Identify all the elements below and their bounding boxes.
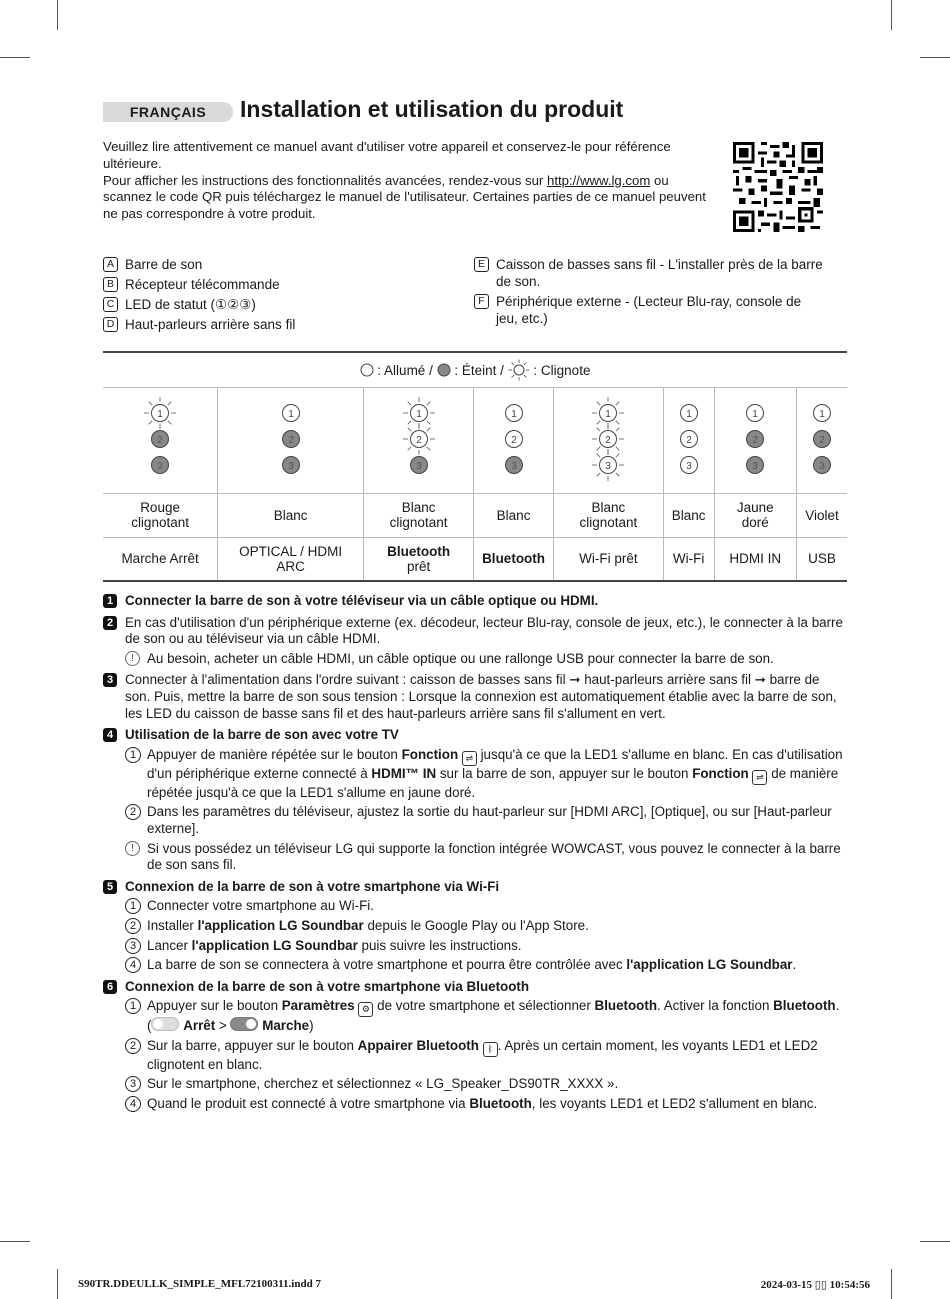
warning-icon: ! (125, 841, 140, 856)
led-number: 3 (157, 460, 163, 472)
sub-step (125, 1096, 843, 1113)
led-number: 2 (605, 434, 612, 446)
step-text-bold: Fonction (401, 746, 459, 762)
bluetooth-icon: ᛒ (483, 1042, 498, 1057)
step-text-bold: Appairer Bluetooth (357, 1037, 479, 1053)
language-tab: FRANÇAIS (103, 102, 233, 122)
led-number: 3 (415, 460, 422, 472)
step-text: Appuyer de manière répétée sur le bouton (147, 746, 402, 762)
step-number: 4 (103, 728, 117, 742)
led-mode-cell: OPTICAL / HDMI ARC (218, 537, 364, 581)
led-mode-cell: Marche Arrêt (103, 537, 218, 581)
settings-icon: ⚙ (358, 1002, 373, 1017)
led-off-icon (437, 363, 451, 377)
crop-mark (57, 1269, 58, 1299)
sub-step-number: 3 (125, 1076, 141, 1092)
step-text: . Après un certain moment, les voyants LED1 et LED2 clignotent en blanc. (147, 1037, 818, 1072)
legend-text: Caisson de basses sans fil - L'installer près de la barre de son. (496, 257, 823, 289)
legend-letter: B (103, 277, 118, 292)
page-title: Installation et utilisation du produit (240, 96, 624, 122)
sub-step-number: 1 (125, 747, 141, 763)
component-legend-right (474, 256, 824, 330)
led-number: 1 (685, 408, 692, 420)
step-5 (103, 879, 843, 974)
led-diagram-cell (218, 387, 364, 493)
intro-paragraph (103, 173, 713, 223)
sub-step (125, 747, 843, 802)
step-1 (103, 593, 843, 610)
crop-mark (920, 1241, 950, 1242)
led-number: 3 (819, 460, 825, 472)
led-number: 1 (415, 408, 422, 420)
led-mode-cell: USB (796, 537, 847, 581)
led-diagram-row (103, 387, 847, 493)
legend-letter: C (103, 297, 118, 312)
led-number: 3 (605, 460, 612, 472)
led-number: 1 (157, 408, 163, 420)
print-footer-file: S90TR.DDEULLK_SIMPLE_MFL72100311.indd 7 (78, 1278, 321, 1290)
step-text: Appuyer sur le bouton (147, 998, 282, 1014)
step-text-bold: Paramètres (281, 998, 355, 1014)
intro-text-span: Pour afficher les instructions des fonctionnalités avancées, rendez-vous sur (103, 172, 547, 188)
step-text: sur la barre de son, appuyer sur le bouton (436, 765, 693, 781)
crop-mark (57, 0, 58, 30)
step-heading: Utilisation de la barre de son avec votre TV (125, 727, 399, 743)
legend-letter: A (103, 257, 118, 272)
crop-mark (920, 57, 950, 58)
led-indicator-diagram (489, 393, 539, 485)
sub-step: 1 Appuyer sur le bouton Paramètres ⚙ de votre smartphone et sélectionner Bluetooth. Activer la fonction Bluetooth. ( Arrêt > Marche) (125, 998, 843, 1035)
step-text: de manière répétée jusqu'à ce que la LED1 s'allume en jaune doré. (147, 765, 839, 800)
led-number: 1 (287, 408, 294, 420)
sub-step (125, 804, 843, 837)
page-header (103, 98, 863, 128)
sub-step (125, 957, 843, 974)
qr-code-icon[interactable] (733, 142, 823, 232)
sub-step-number: 4 (125, 957, 141, 973)
step-3 (103, 672, 843, 722)
step-text: haut-parleurs arrière sans fil (580, 672, 755, 688)
arrow-icon: ➞ (569, 672, 581, 688)
step-text-bold: Fonction (692, 765, 749, 781)
led-number: 1 (510, 408, 517, 420)
led-number: 2 (157, 434, 163, 446)
step-number: 1 (103, 594, 117, 608)
sub-step-number: 2 (125, 1038, 141, 1054)
led-number: 3 (287, 460, 294, 472)
toggle-off-icon (151, 1017, 179, 1031)
led-color-cell: Rouge clignotant (103, 493, 218, 537)
step-text-bold: Bluetooth (773, 998, 836, 1014)
sub-step (125, 1076, 843, 1093)
step-text: . (835, 998, 840, 1014)
led-mode-cell: Bluetooth (474, 537, 554, 581)
led-number: 3 (510, 460, 517, 472)
led-mode-bold: Bluetooth (387, 543, 451, 559)
step-6 (103, 979, 843, 1113)
step-text: Lancer (147, 937, 192, 953)
led-blink-icon (508, 359, 530, 381)
step-text-bold: HDMI™ IN (371, 765, 437, 781)
step-2 (103, 615, 843, 668)
legend-text: Périphérique externe - (Lecteur Blu-ray, console de jeu, etc.) (496, 294, 802, 326)
led-diagram-cell (554, 387, 664, 493)
led-diagram-cell (103, 387, 218, 493)
legend-item (474, 256, 824, 290)
step-4 (103, 727, 843, 874)
led-key-off: : Éteint / (454, 362, 504, 378)
crop-mark (891, 1269, 892, 1299)
led-mode-cell (364, 537, 474, 581)
step-text: , les voyants LED1 et LED2 s'allument en blanc. (531, 1096, 818, 1112)
led-number: 1 (752, 408, 759, 420)
sub-step (125, 938, 843, 955)
led-mode-text: prêt (406, 558, 431, 574)
legend-item (103, 276, 443, 293)
sub-step (125, 898, 843, 915)
lg-website-link[interactable]: http://www.lg.com (546, 172, 651, 188)
crop-mark (0, 1241, 30, 1242)
legend-letter: E (474, 257, 489, 272)
step-text: . (792, 957, 797, 973)
led-number: 2 (287, 434, 294, 446)
legend-letter: D (103, 317, 118, 332)
led-number: 3 (752, 460, 759, 472)
note-text: Au besoin, acheter un câble HDMI, un câble optique ou une rallonge USB pour connecter la barre de son. (147, 650, 774, 666)
led-number: 2 (415, 434, 422, 446)
step-text-bold: Bluetooth (469, 1096, 532, 1112)
sub-step (125, 1038, 843, 1074)
step-text-bold: l'application LG Soundbar (626, 957, 793, 973)
legend-item (103, 316, 443, 333)
led-indicator-diagram (797, 393, 847, 485)
step-text: Connecter la barre de son à votre téléviseur via un câble optique ou HDMI. (125, 593, 599, 608)
step-text: Connecter à l'alimentation dans l'ordre suivant : caisson de basses sans fil (125, 672, 570, 688)
step-text: Dans les paramètres du téléviseur, ajustez la sortie du haut-parleur sur [HDMI ARC], [Optique], ou sur [Haut-parleur externe]. (147, 804, 832, 836)
led-color-cell: Blanc clignotant (554, 493, 664, 537)
step-heading: Connexion de la barre de son à votre smartphone via Bluetooth (125, 978, 530, 994)
legend-text: Haut-parleurs arrière sans fil (125, 317, 296, 332)
led-number: 2 (685, 434, 692, 446)
legend-item (103, 296, 443, 313)
led-color-cell: Blanc clignotant (364, 493, 474, 537)
step-text: jusqu'à ce que la LED1 s'allume en blanc. En cas d'utilisation d'un périphérique externe connecté à (147, 746, 843, 781)
led-number: 1 (605, 408, 612, 420)
note (125, 651, 843, 668)
led-indicator-diagram (266, 393, 316, 485)
led-color-cell: Jaune doré (714, 493, 796, 537)
led-number: 1 (819, 408, 825, 420)
sub-step-number: 1 (125, 898, 141, 914)
legend-text: LED de statut (①②③) (125, 297, 256, 312)
step-text: La barre de son se connectera à votre smartphone et pourra être contrôlée avec (147, 957, 627, 973)
step-text-bold: Marche (262, 1018, 310, 1034)
sub-step-number: 2 (125, 804, 141, 820)
led-indicator-diagram (135, 393, 185, 485)
step-text: Sur le smartphone, cherchez et sélectionnez « LG_Speaker_DS90TR_XXXX ». (147, 1076, 619, 1092)
step-text: Connecter votre smartphone au Wi-Fi. (147, 898, 374, 914)
step-text: barre de son. Puis, mettre la barre de son sous tension : Lorsque la connexion est automatiquement établie avec la barre de son, les LED du caisson de basse sans fil et des haut-parleurs arrière sans fil s'allument en vert. (125, 672, 837, 721)
led-number: 2 (752, 434, 759, 446)
led-number: 2 (819, 434, 825, 446)
led-status-table (103, 351, 847, 582)
function-button-icon: ⇌ (462, 751, 477, 766)
led-key-row (103, 352, 847, 387)
step-number: 5 (103, 880, 117, 894)
toggle-on-icon (230, 1017, 258, 1031)
warning-icon: ! (125, 651, 140, 666)
legend-item (103, 256, 443, 273)
led-mode-row (103, 537, 847, 581)
led-indicator-diagram (730, 393, 780, 485)
step-heading: Connexion de la barre de son à votre smartphone via Wi-Fi (125, 878, 500, 894)
step-text: depuis le Google Play ou l'App Store. (363, 917, 589, 933)
print-footer-date: 2024-03-15 ▯▯ 10:54:56 (760, 1279, 870, 1291)
led-indicator-diagram (394, 393, 444, 485)
step-number: 2 (103, 616, 117, 630)
step-number: 3 (103, 673, 117, 687)
legend-item (474, 293, 824, 327)
led-indicator-diagram (664, 393, 714, 485)
intro-text (103, 139, 713, 223)
sub-step-number: 3 (125, 938, 141, 954)
led-diagram-cell (663, 387, 714, 493)
sub-step-number: 2 (125, 918, 141, 934)
led-mode-cell: Wi-Fi prêt (554, 537, 664, 581)
legend-text: Barre de son (125, 257, 203, 272)
step-text: de votre smartphone et sélectionner (373, 998, 595, 1014)
led-number: 3 (685, 460, 692, 472)
led-color-cell: Blanc (218, 493, 364, 537)
note-text: Si vous possédez un téléviseur LG qui supporte la fonction intégrée WOWCAST, vous pouvez le connecter à la barre de son sans fil. (147, 840, 841, 873)
led-color-cell: Blanc (663, 493, 714, 537)
step-text-bold: Bluetooth (594, 998, 658, 1014)
led-color-row (103, 493, 847, 537)
led-number: 2 (510, 434, 517, 446)
led-color-cell: Blanc (474, 493, 554, 537)
led-key-on: : Allumé / (377, 362, 433, 378)
led-diagram-cell (364, 387, 474, 493)
led-on-icon (360, 363, 374, 377)
led-key-blink: : Clignote (533, 362, 591, 378)
sub-step-number: 4 (125, 1096, 141, 1112)
intro-paragraph: Veuillez lire attentivement ce manuel avant d'utiliser votre appareil et conservez-le pour référence ultérieure. (103, 139, 671, 171)
step-text: puis suivre les instructions. (357, 937, 522, 953)
step-text: . Activer la fonction (657, 998, 774, 1014)
step-text: En cas d'utilisation d'un périphérique externe (ex. décodeur, lecteur Blu-ray, console de jeux, etc.), le connecter à la barre de son ou au téléviseur via un câble HDMI. (125, 614, 843, 647)
intro-text-span: ou scannez le code QR puis téléchargez le manuel de l'utilisateur. Certaines parties de ce manuel peuvent ne pas correspondre à votre produit. (103, 172, 706, 222)
led-diagram-cell (474, 387, 554, 493)
instruction-steps (103, 593, 843, 1118)
led-indicator-diagram (583, 393, 633, 485)
led-mode-cell: Wi-Fi (663, 537, 714, 581)
step-text-bold: l'application LG Soundbar (197, 917, 364, 933)
sub-step-number: 1 (125, 998, 141, 1014)
led-mode-cell: HDMI IN (714, 537, 796, 581)
legend-letter: F (474, 294, 489, 309)
crop-mark (891, 0, 892, 30)
crop-mark (0, 57, 30, 58)
step-text-bold: Arrêt (183, 1018, 216, 1034)
sub-step (125, 918, 843, 935)
component-legend-left (103, 256, 443, 336)
note (125, 841, 843, 874)
arrow-icon: ➞ (754, 672, 766, 688)
step-text-bold: l'application LG Soundbar (191, 937, 358, 953)
step-text: Quand le produit est connecté à votre smartphone via (147, 1096, 470, 1112)
led-diagram-cell (796, 387, 847, 493)
step-text: Installer (147, 917, 198, 933)
step-number: 6 (103, 980, 117, 994)
led-diagram-cell (714, 387, 796, 493)
legend-text: Récepteur télécommande (125, 277, 280, 292)
step-text: Sur la barre, appuyer sur le bouton (147, 1037, 358, 1053)
led-color-cell: Violet (796, 493, 847, 537)
function-button-icon: ⇌ (752, 770, 767, 785)
